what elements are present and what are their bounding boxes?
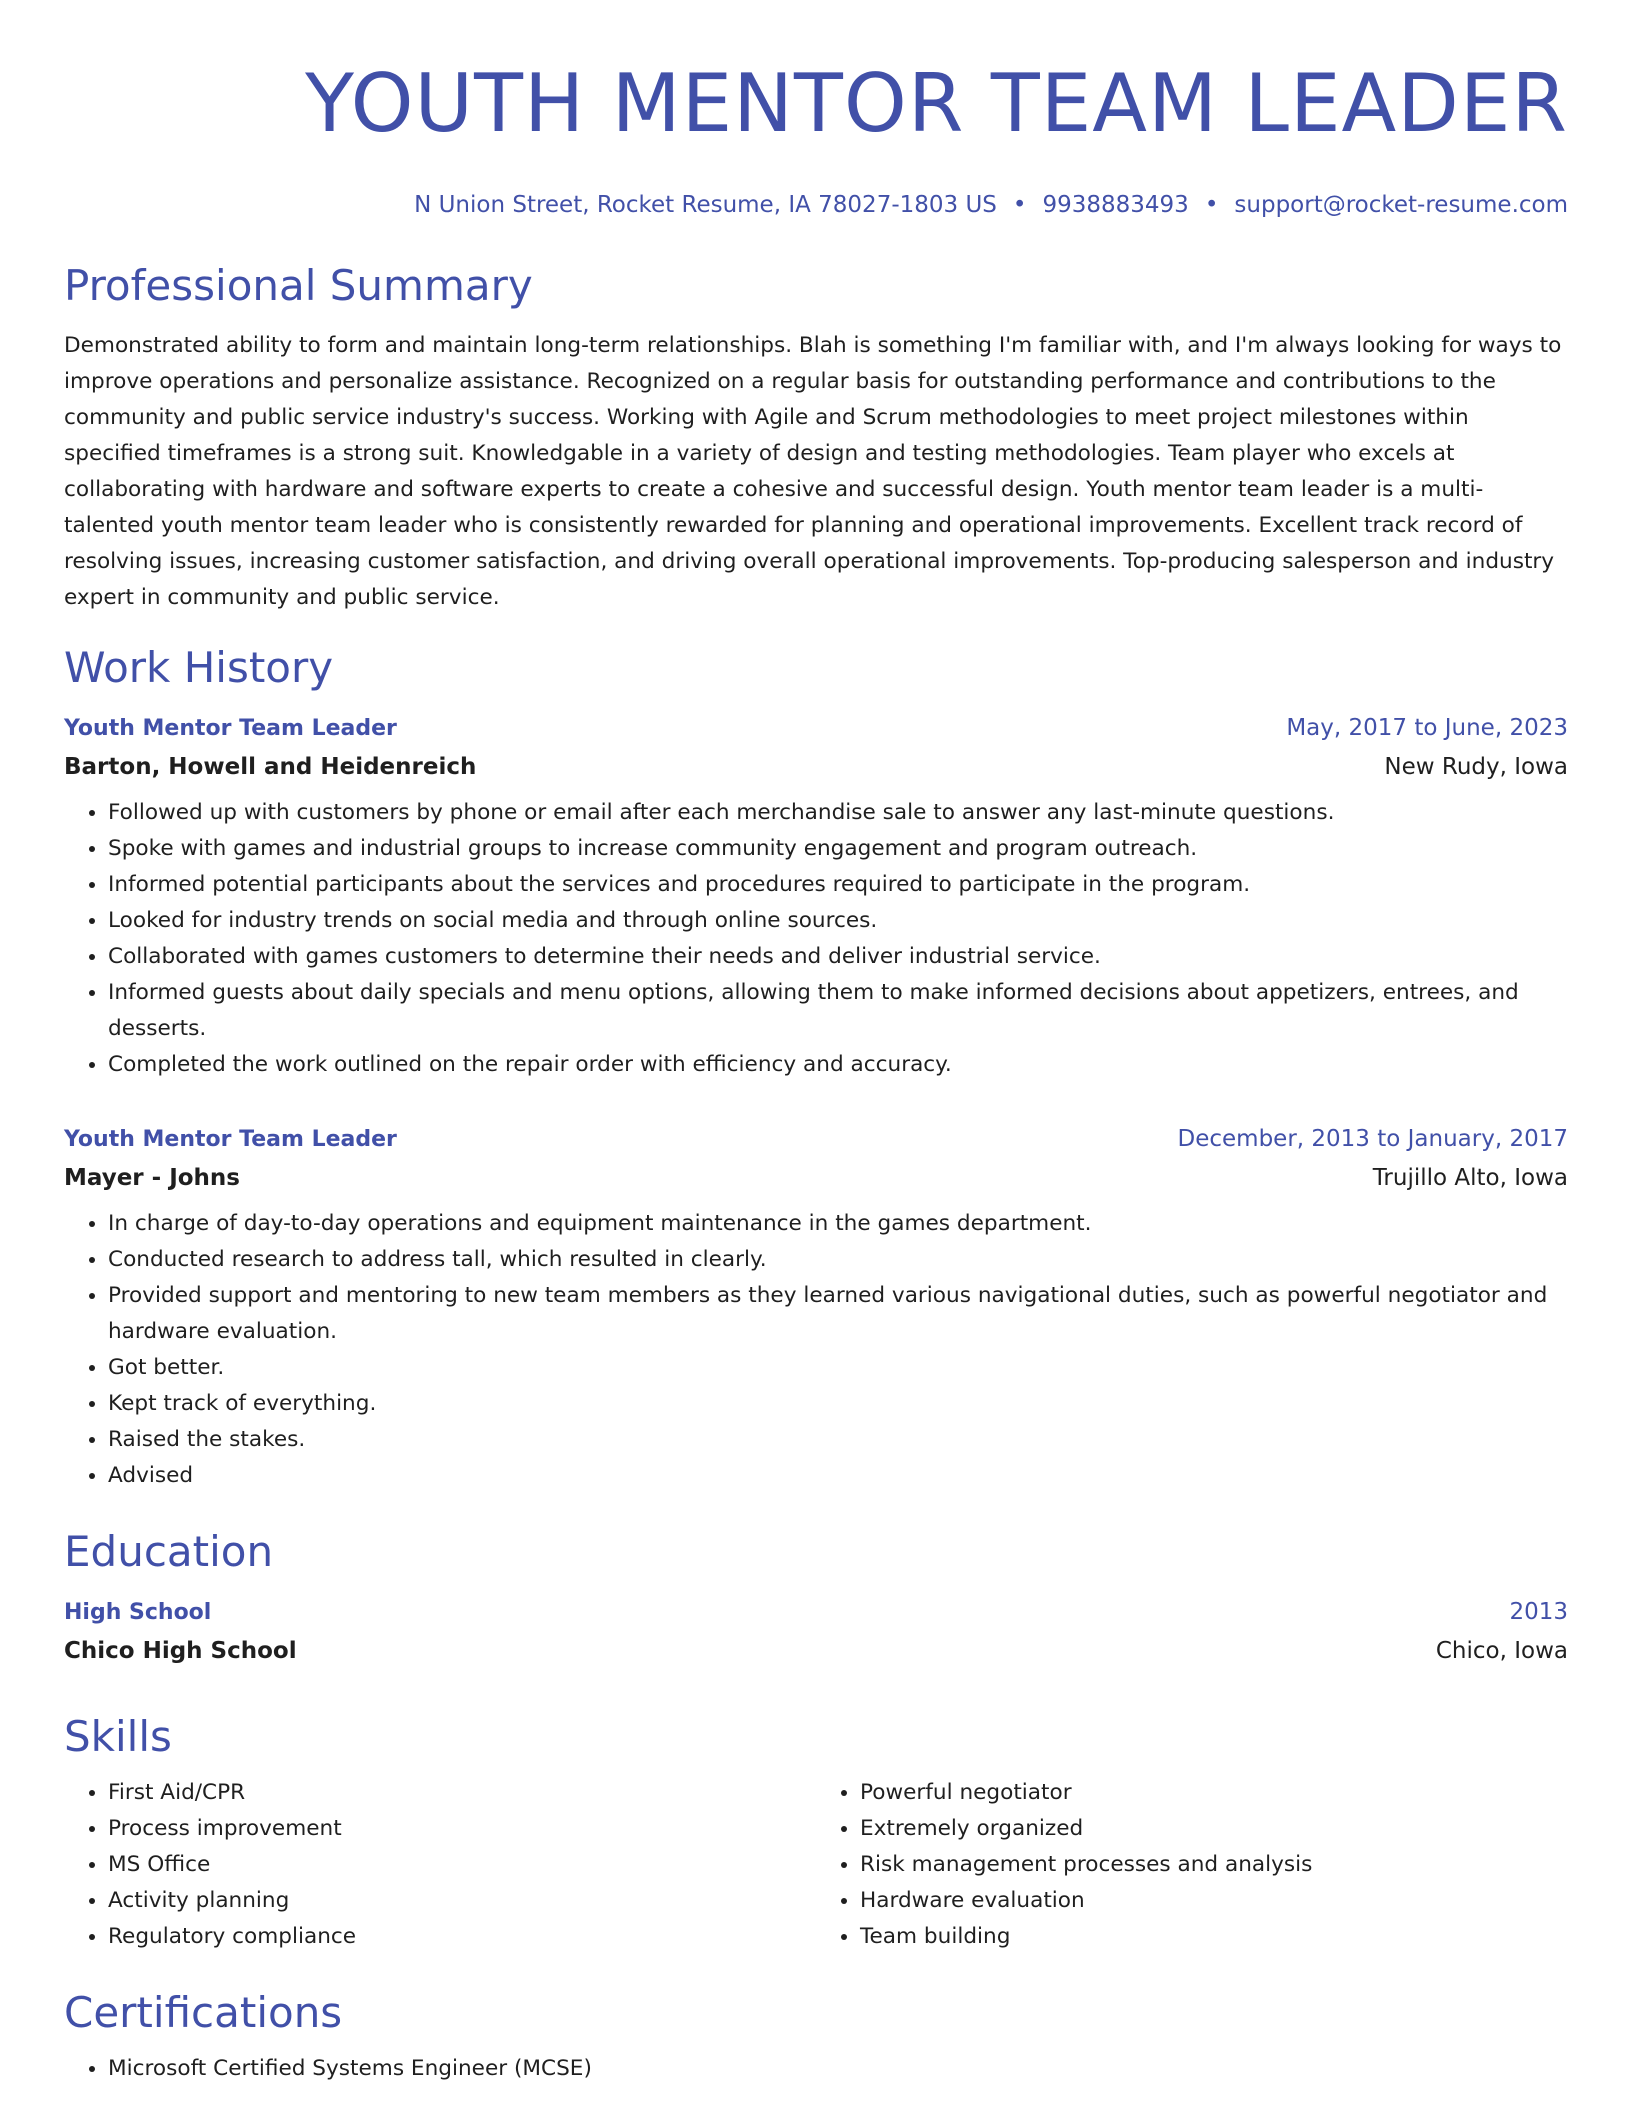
job-header-row [64, 1121, 1568, 1158]
address-text: N Union Street, Rocket Resume, IA 78027-1803 US [414, 192, 997, 218]
list-item: • Raised the stakes. [108, 1422, 1568, 1458]
list-item: • Followed up with customers by phone or email after each merchandise sale to answer any last-minute questions. [108, 795, 1568, 831]
section-title-certifications: Certifications [64, 1988, 343, 2037]
job-header-row [64, 710, 1568, 747]
section-title-work-history: Work History [64, 643, 334, 692]
job-location: Trujillo Alto, Iowa [1372, 1165, 1568, 1191]
separator-dot: • [1012, 192, 1027, 218]
section-title-summary: Professional Summary [64, 261, 533, 310]
list-item: • Provided support and mentoring to new team members as they learned various navigational duties, such as powerful negotiator and hardware evaluation. [108, 1278, 1568, 1350]
job-location: New Rudy, Iowa [1384, 754, 1568, 780]
skills-list-right [816, 1775, 1568, 1955]
education-entry [64, 1594, 1568, 1671]
job-company-row [64, 747, 1568, 787]
skill-item: • Risk management processes and analysis [860, 1847, 1568, 1883]
skill-item: • MS Office [108, 1847, 816, 1883]
job-company-row [64, 1158, 1568, 1198]
summary-text: Demonstrated ability to form and maintain long-term relationships. Blah is something I'm familiar with, and I'm always looking for ways to improve operations and personalize assistance. Recognized on a regular basis for outstanding performance and contributions to the community and public service industry's success. Working with Agile and Scrum methodologies to meet project milestones within specified timeframes is a strong suit. Knowledgable in a variety of design and testing methodologies. Team player who excels at collaborating with hardware and software experts to create a cohesive and successful design. Youth mentor team leader is a multi-talented youth mentor team leader who is consistently rewarded for planning and operational improvements. Excellent track record of resolving issues, increasing customer satisfaction, and driving overall operational improvements. Top-producing salesperson and industry expert in community and public service. [64, 333, 1562, 610]
list-item: • Looked for industry trends on social media and through online sources. [108, 903, 1568, 939]
education-year: 2013 [1509, 1599, 1568, 1625]
education-school: Chico High School [64, 1638, 297, 1664]
job-bullets [64, 1206, 1568, 1494]
skill-item: • Process improvement [108, 1811, 816, 1847]
contact-line [64, 190, 1568, 220]
skills-columns [64, 1775, 1568, 1955]
list-item: • In charge of day-to-day operations and equipment maintenance in the games department. [108, 1206, 1568, 1242]
education-school-row [64, 1631, 1568, 1671]
job-company: Barton, Howell and Heidenreich [64, 754, 477, 780]
section-title-education: Education [64, 1527, 274, 1576]
job-role: Youth Mentor Team Leader [64, 1127, 397, 1152]
job-entry [64, 1121, 1568, 1494]
email-link[interactable]: support@rocket-resume.com [1234, 192, 1568, 218]
phone-text: 9938883493 [1042, 192, 1189, 218]
job-company: Mayer - Johns [64, 1165, 240, 1191]
skill-item: • Regulatory compliance [108, 1919, 816, 1955]
education-header-row [64, 1594, 1568, 1631]
job-role: Youth Mentor Team Leader [64, 716, 397, 741]
skill-item: • Team building [860, 1919, 1568, 1955]
education-location: Chico, Iowa [1435, 1638, 1568, 1664]
certifications-block [64, 2051, 1568, 2087]
skill-item: • First Aid/CPR [108, 1775, 816, 1811]
separator-dot: • [1204, 192, 1219, 218]
job-dates: December, 2013 to January, 2017 [1177, 1126, 1568, 1152]
education-degree: High School [64, 1600, 212, 1625]
certification-item: • Microsoft Certified Systems Engineer (MCSE) [108, 2051, 1568, 2087]
list-item: • Completed the work outlined on the repair order with efficiency and accuracy. [108, 1047, 1568, 1083]
job-dates: May, 2017 to June, 2023 [1286, 715, 1568, 741]
skills-list-left [64, 1775, 816, 1955]
page-title: YOUTH MENTOR TEAM LEADER [305, 57, 1568, 150]
list-item: • Informed guests about daily specials and menu options, allowing them to make informed decisions about appetizers, entrees, and desserts. [108, 975, 1568, 1047]
skill-item: • Extremely organized [860, 1811, 1568, 1847]
skill-item: • Powerful negotiator [860, 1775, 1568, 1811]
skill-item: • Activity planning [108, 1883, 816, 1919]
job-bullets [64, 795, 1568, 1083]
list-item: • Got better. [108, 1350, 1568, 1386]
list-item: • Collaborated with games customers to determine their needs and deliver industrial service. [108, 939, 1568, 975]
section-title-skills: Skills [64, 1712, 172, 1761]
list-item: • Advised [108, 1458, 1568, 1494]
certifications-list [64, 2051, 1568, 2087]
list-item: • Informed potential participants about the services and procedures required to participate in the program. [108, 867, 1568, 903]
skill-item: • Hardware evaluation [860, 1883, 1568, 1919]
list-item: • Conducted research to address tall, which resulted in clearly. [108, 1242, 1568, 1278]
list-item: • Spoke with games and industrial groups to increase community engagement and program outreach. [108, 831, 1568, 867]
job-entry [64, 710, 1568, 1083]
list-item: • Kept track of everything. [108, 1386, 1568, 1422]
